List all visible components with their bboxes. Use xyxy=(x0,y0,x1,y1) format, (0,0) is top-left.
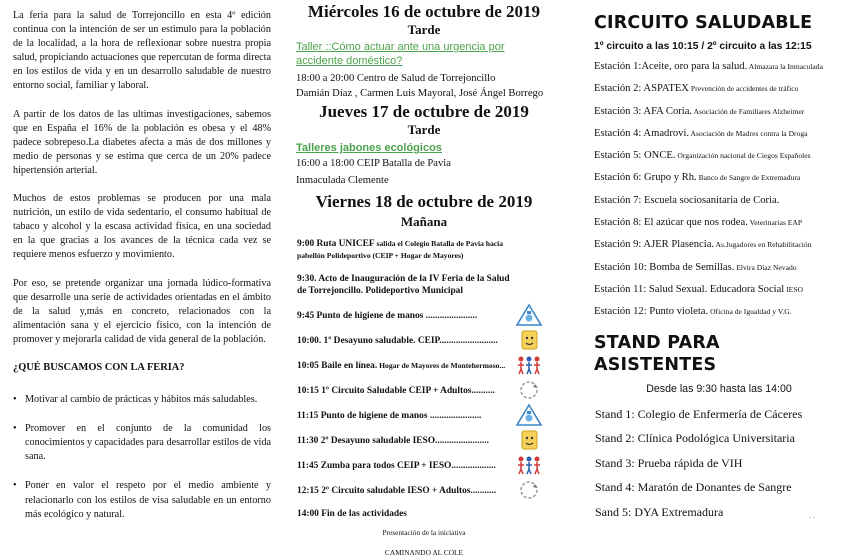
station-org: Banco de Sangre de Extremadura xyxy=(696,173,801,183)
schedule-item-main: 10:00. 1º Desayuno saludable. CEIP......................... xyxy=(297,336,498,346)
stand-hours: Desde las 9:30 hasta las 14:00 xyxy=(646,382,792,395)
schedule-item xyxy=(297,273,552,297)
day2-period: Tarde xyxy=(407,122,441,137)
intro-paragraph-2: A partir de los datos de las ultimas investigaciones, sabemos que en España el 16% de la población es obesa y el 48% padece sobrepeso.La diabetes afecta a más de dos millones y medio de personas y se estima que cerca de un 20% padece hipertensión arterial. xyxy=(13,108,271,176)
station-item xyxy=(594,56,844,78)
handwash-icon xyxy=(516,304,542,326)
stand-item: Stand 1: Colegio de Enfermería de Cáceres xyxy=(595,406,803,421)
schedule-item xyxy=(297,460,552,472)
station-list xyxy=(594,56,844,324)
station-name: Estación 10: Bomba de Semillas. xyxy=(594,261,735,273)
intro-paragraph-1: La feria para la salud de Torrejoncillo en esta 4º edición continua con la intención de ser un estimulo para la población de la localidad, a la hora de reflexionar sobre nuestra propia salud, propiciando actuaciones que repercutan de forma directa en los estilos de vida y en un desarrollo saludable de nuestro entorno social, familiar y laboral. xyxy=(13,10,271,92)
intro-column xyxy=(13,9,271,537)
stand-list xyxy=(594,402,844,525)
schedule-item xyxy=(297,335,552,347)
stand-item: Stand 3: Prueba rápida de VIH xyxy=(595,455,743,470)
intro-paragraph-3: Muchos de estos problemas se producen por una mala nutrición, un estilo de vida sedentario, el consumo habitual de tabaco y alcohol y la escasa actividad física, en una sociedad en la que gracias a los avances de la técnica cada vez se requiere menos esfuerzo y movimiento. xyxy=(13,193,271,261)
schedule-item-main: 9:30. Acto de Inauguración de la IV Feria de la Salud de Torrejoncillo. Polideportivo Municipal xyxy=(297,274,510,296)
schedule-item-main: 11:30 2º Desayuno saludable IESO....................... xyxy=(297,436,489,446)
goal-item: • Promover en el conjunto de la comunidad los conocimientos y capacidades para desarrollar estilos de vida sana. xyxy=(13,422,271,464)
breakfast-icon xyxy=(516,329,542,351)
station-org: Elvira Díaz Nevado xyxy=(734,262,797,272)
schedule-item-main: 10:05 Baile en línea. xyxy=(297,361,378,371)
goal-item: • Poner en valor el respeto por el medio ambiente y relacionarlo con los estilos de visa saludable en un entorno más ecológico y natural. xyxy=(13,479,271,521)
circuit-icon xyxy=(516,379,542,401)
day3-period: Mañana xyxy=(400,214,448,229)
schedule-item-main: 9:00 Ruta UNICEF xyxy=(297,239,375,249)
schedule-item-main: 11:45 Zumba para todos CEIP + IESO................... xyxy=(297,461,496,471)
station-item xyxy=(594,145,844,167)
schedule-item xyxy=(297,410,552,422)
station-item xyxy=(594,234,844,256)
station-name: Estación 9: AJER Plasencia. xyxy=(594,239,715,251)
station-name: Estación 7: Escuela sociosanitaria de Coria. xyxy=(594,194,780,206)
schedule-item-main: 9:45 Punto de higiene de manos ...................... xyxy=(297,311,478,321)
schedule-item xyxy=(297,360,552,372)
schedule-column xyxy=(296,2,552,558)
schedule-item xyxy=(297,508,552,520)
day1-people: Damián Díaz , Carmen Luis Mayoral, José Ángel Borrego xyxy=(296,88,544,99)
schedule-item xyxy=(297,310,552,322)
station-name: Estación 8: El azúcar que nos rodea. xyxy=(594,217,748,229)
day1-period: Tarde xyxy=(407,22,441,37)
station-name: Estación 11: Salud Sexual. Educadora Social xyxy=(594,283,785,295)
station-name: Estación 6: Grupo y Rh. xyxy=(594,172,697,184)
day2-people: Inmaculada Clemente xyxy=(296,175,389,186)
schedule-item-main: 12:15 2º Circuito saludable IESO + Adultos........... xyxy=(297,486,497,496)
station-name: Estación 2: ASPATEX xyxy=(594,83,689,95)
station-org: As.Jugadores en Rehabilitación xyxy=(714,240,812,250)
circuit-title: CIRCUITO SALUDABLE xyxy=(594,13,813,33)
day1-title: Miércoles 16 de octubre de 2019 xyxy=(307,2,541,21)
station-item xyxy=(594,167,844,189)
station-org: Prevención de accidentes de tráfico xyxy=(688,84,799,94)
breakfast-icon xyxy=(516,429,542,451)
day1-time-place: 18:00 a 20:00 Centro de Salud de Torrejoncillo xyxy=(296,73,496,84)
schedule-item-main: 11:15 Punto de higiene de manos ...................... xyxy=(297,411,482,421)
station-name: Estación 1:Aceite, oro para la salud. xyxy=(594,61,748,72)
stand-item: Stand 2: Clínica Podológica Universitaria xyxy=(595,431,795,446)
stand-item: Sand 5: DYA Extremadura xyxy=(595,504,724,519)
circuit-column xyxy=(594,12,844,524)
day3-title: Viernes 18 de octubre de 2019 xyxy=(315,192,533,211)
station-item xyxy=(594,301,844,323)
goal-item: • Motivar al cambio de prácticas y hábitos más saludables. xyxy=(13,393,271,407)
schedule-item xyxy=(297,385,552,397)
footnote-walking-to-school: CAMINANDO AL COLE xyxy=(384,548,464,557)
day2-title: Jueves 17 de octubre de 2019 xyxy=(319,102,529,121)
schedule-item-detail: Hogar de Mayores de Monteherm​oso... xyxy=(377,361,506,370)
handwash-icon xyxy=(516,404,542,426)
circuit-icon xyxy=(516,479,542,501)
station-item xyxy=(594,257,844,279)
schedule-item-main: 10:15 1º Circuito Saludable CEIP + Adultos.......... xyxy=(297,386,495,396)
schedule-item-detail: salida el Colegio Batalla de Pavia hacia pabellón Polideportivo (CEIP + Hogar de Mayores) xyxy=(297,239,504,260)
schedule-item xyxy=(297,485,552,497)
station-org: Asociación de Familiares Alzheimer xyxy=(692,106,805,116)
intro-paragraph-4: Por eso, se pretende organizar una jornada lúdico-formativa que desarrolle una serie de actividades orientadas en el ámbito de la salud y,más en concreto, relacionados con la alimentación sana y el ejercicio físico, con la intención de promover y mejorarla calidad de vida general de la población. xyxy=(13,277,271,345)
station-name: Estación 3: AFA Coria. xyxy=(594,105,693,117)
goals-heading: ¿QUÉ BUSCAMOS CON LA FERIA? xyxy=(13,361,185,373)
station-org: Organización nacional de Ciegos Españoles xyxy=(675,151,811,161)
day2-time-place: 16:00 a 18:00 CEIP Batalla de Pavia xyxy=(296,158,451,169)
dance-icon xyxy=(516,354,542,376)
station-item xyxy=(594,101,844,123)
station-org: IESO xyxy=(784,284,804,294)
schedule-item-main: 14:00 Fin de las actividades xyxy=(297,509,407,519)
station-item xyxy=(594,279,844,301)
goals-list xyxy=(13,393,271,522)
stand-title: STAND PARA ASISTENTES xyxy=(594,332,720,375)
station-org: Asociación de Madres contra la Droga xyxy=(689,128,808,138)
station-name: Estación 5: ONCE. xyxy=(594,150,676,162)
station-item xyxy=(594,123,844,145)
station-org: Veterinarias EAP xyxy=(747,218,803,228)
day2-workshop-link[interactable]: Talleres jabones ecológicos xyxy=(296,142,442,154)
schedule-item xyxy=(297,435,552,447)
schedule-item xyxy=(297,238,552,262)
station-org: Oficina de Igualdad y V.G. xyxy=(708,307,792,317)
station-item xyxy=(594,190,844,212)
dance-icon xyxy=(516,454,542,476)
page-mark: · · xyxy=(808,514,815,522)
footnote-presentation: Presentación de la iniciativa xyxy=(382,528,466,537)
day1-workshop-link[interactable]: Taller ::Cómo actuar ante una urgencia por accidente doméstico? xyxy=(296,41,505,67)
stand-item: Stand 4: Maratón de Donantes de Sangre xyxy=(595,480,792,495)
station-item xyxy=(594,78,844,100)
station-name: Estación 12: Punto violeta. xyxy=(594,306,709,318)
station-name: Estación 4: Amadrovi. xyxy=(594,127,690,139)
station-org: Almazara la Inmaculada xyxy=(747,62,823,71)
station-item xyxy=(594,212,844,234)
circuit-times: 1º circuito a las 10:15 / 2º circuito a las 12:15 xyxy=(594,41,812,52)
day3-schedule xyxy=(296,238,552,520)
